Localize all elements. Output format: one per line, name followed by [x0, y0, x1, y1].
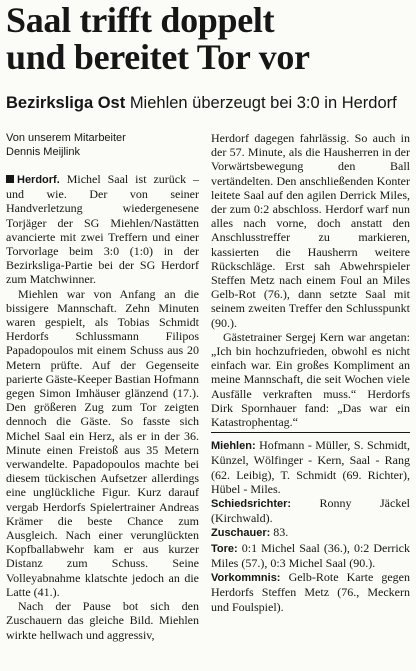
divider: [211, 432, 410, 433]
lineup-entry: [211, 438, 410, 496]
lineup-label: Miehlen:: [211, 440, 256, 453]
spectators-entry: [211, 525, 410, 540]
byline-intro: Von unserem Mitarbeiter: [6, 132, 126, 144]
referee-entry: [211, 496, 410, 525]
subheadline: [6, 93, 414, 113]
article-column-left: [6, 172, 199, 642]
incidents-entry: [211, 570, 410, 614]
author-name: Dennis Meijlink: [6, 146, 80, 158]
referee-label: Schiedsrichter:: [211, 498, 292, 511]
article-paragraph: Gästetrainer Sergej Kern war angetan: „Ich bin hochzufrieden, obwohl es nicht einfach war. Ein großes Kompliment an meine Mannschaft, die seit Wochen viele Ausfälle verkraften muss.“ Herdorfs Dirk Spornhauer fand: „Das war ein Katastrophentag.“: [211, 329, 410, 430]
headline: [6, 2, 414, 76]
paragraph-text: Michel Saal ist zurück – und wie. Der von seiner Handverletzung wiedergenesene Torjäger der SG Miehlen/Nastätten avancierte mit zwei Treffern und einer Torvorlage beim 3:0 (1:0) in der Bezirksliga-Partie bei der SG Herdorf zum Matchwinner.: [6, 172, 200, 287]
goals-text: 0:1 Michel Saal (36.), 0:2 Derrick Miles (57.), 0:3 Michel Saal (90.).: [211, 540, 410, 570]
referee-text: Ronny Jäckel (Kirchwald).: [211, 496, 410, 526]
byline: [6, 131, 196, 159]
lineup-text: Hofmann - Müller, S. Schmidt, Künzel, Wölfinger - Kern, Saal - Rang (62. Leibig), T. Schmidt (69. Richter), Hübel - Miles.: [211, 438, 410, 496]
league-kicker: Bezirksliga Ost: [6, 94, 126, 112]
match-info-box: [211, 438, 410, 613]
article-paragraph: Nach der Pause bot sich den Zuschauern das gleiche Bild. Miehlen wirkte hellwach und aggressiv,: [6, 599, 199, 642]
goals-label: Tore:: [211, 542, 238, 555]
incidents-label: Vorkommnis:: [211, 572, 281, 585]
headline-line-1: Saal trifft doppelt: [6, 0, 275, 40]
headline-line-2: und bereitet Tor vor: [6, 37, 310, 77]
spectators-text: 83.: [273, 525, 289, 540]
dateline-place: Herdorf.: [17, 174, 60, 186]
paragraph-marker-icon: [6, 175, 14, 183]
subheadline-text: Miehlen überzeugt bei 3:0 in Herdorf: [129, 94, 397, 112]
article-paragraph: [6, 172, 199, 287]
spectators-label: Zuschauer:: [211, 527, 271, 540]
article-paragraph: Herdorf dagegen fahrlässig. So auch in der 57. Minute, als die Hausherren in der Vorwärtsbewegung den Ball vertändelten. Den anschließenden Konter leitete Saal auf den agilen Derrick Miles, der zum 0:2 abschloss. Herdorf warf nun alles nach vorne, doch anstatt den Anschlusstreffer zu markieren, kassierten die Hausherrn weitere Rückschläge. Erst sah Abwehrspieler Steffen Metz nach einem Foul an Miles Gelb-Rot (76.), dann setzte Saal mit seinem zweiten Treffer den Schlusspunkt (90.).: [211, 131, 410, 330]
article-paragraph: Miehlen war von Anfang an die bissigere Mannschaft. Zehn Minuten waren gespielt, als Tobias Schmidt Herdorfs Schlussmann Filipos Papadopoulos mit einem Schuss aus 20 Metern prüfte. Auf der Gegenseite parierte Gäste-Keeper Bastian Hofmann gegen Simon Imhäuser glänzend (17.). Den größeren Zug zum Tor zeigten dennoch die Gäste. So fasste sich Michel Saal ein Herz, als er in der 36. Minute einen Freistoß aus 35 Metern verwandelte. Papadopoulos machte bei diesem tückischen Aufsetzer allerdings eine unglückliche Figur. Kurz darauf vergab Herdorfs Spielertrainer Andreas Krämer die beste Chance zum Ausgleich. Nach einer verunglückten Kopfballabwehr kam er aus kurzer Distanz zum Schuss. Seine Volleyabnahme klatschte jedoch an die Latte (41.).: [6, 286, 199, 599]
incidents-text: Gelb-Rote Karte gegen Herdorfs Steffen Metz (76., Meckern und Foulspiel).: [211, 570, 410, 614]
goals-entry: [211, 541, 410, 570]
article-column-right: [211, 131, 410, 614]
